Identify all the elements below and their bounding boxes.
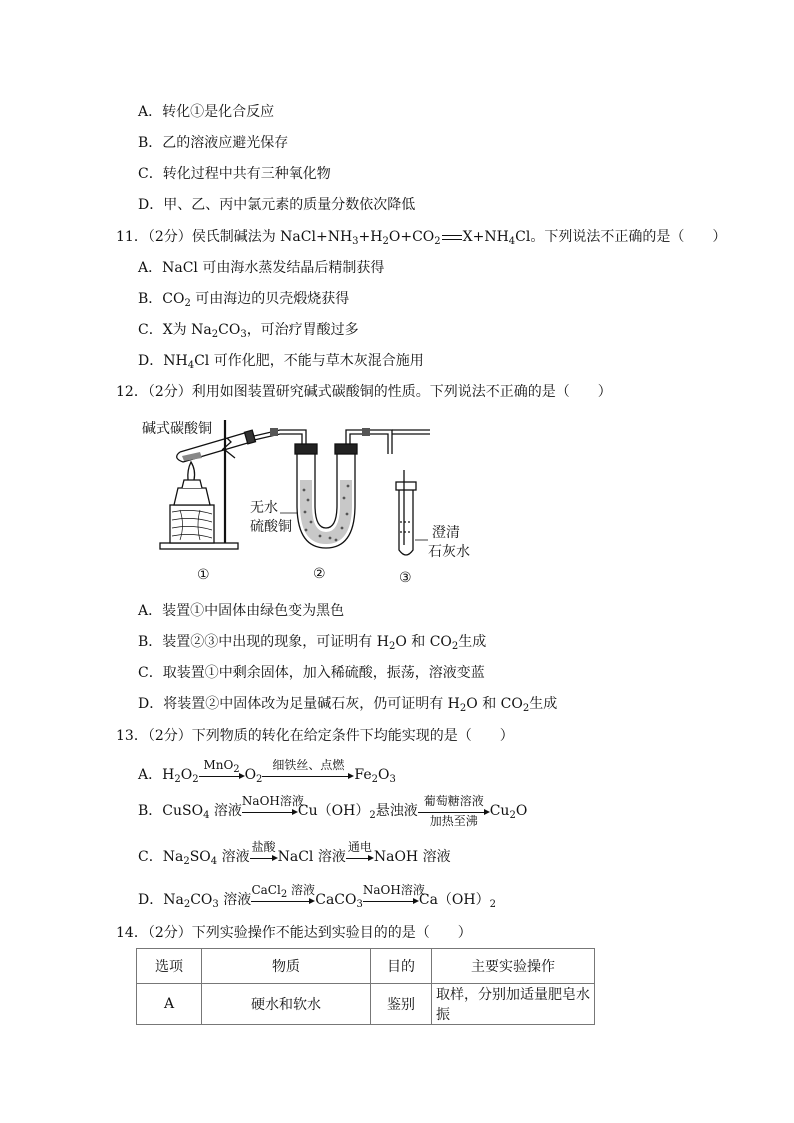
q13-option-d: D．$Na_2CO_3$ 溶液 CaCl$_2$ 溶液 CaCO$_3$ NaOH溶液 $Ca(OH)_2$ (138, 883, 496, 910)
q10-option-c: C．转化过程中共有三种氧化物 (138, 166, 331, 182)
table-header: 主要实验操作 (432, 949, 595, 984)
label-basic-copper-carbonate: 碱式碳酸铜 (142, 421, 212, 437)
q10-option-b: B．乙的溶液应避光保存 (138, 135, 289, 151)
q12-stem: 12．（2分）利用如图装置研究碱式碳酸铜的性质。下列说法不正确的是（ ） (116, 384, 612, 400)
q11-option-d: D．$NH_4Cl$ 可作化肥，不能与草木灰混合施用 (138, 353, 424, 371)
reaction-arrow-icon: CaCl$_2$ 溶液 (251, 890, 315, 910)
table-cell: 鉴别 (371, 984, 432, 1025)
label-apparatus-1: ① (197, 567, 210, 583)
q14-stem: 14．（2分）下列实验操作不能达到实验目的的是（ ） (116, 925, 472, 941)
label-limewater: 石灰水 (428, 544, 470, 560)
reaction-arrow-icon: 细铁丝、点燃 (262, 765, 354, 785)
reaction-arrow-icon: 通电 (346, 847, 374, 867)
test-tube-3-rim (396, 482, 416, 490)
reaction-arrow-icon: MnO$_2$ (199, 765, 245, 785)
table-cell: 取样，分别加适量肥皂水振 (432, 984, 595, 1025)
reaction-arrow-icon: 葡萄糖溶液 加热至沸 (418, 801, 490, 821)
anhydrous-copper-sulfate (300, 480, 352, 544)
q11-option-a: A．NaCl 可由海水蒸发结晶后精制获得 (138, 260, 385, 276)
u-tube-stopper-left (295, 444, 317, 454)
table-cell: A (137, 984, 202, 1025)
table-row (137, 984, 595, 1025)
label-clear: 澄清 (432, 525, 460, 541)
q10-option-d: D．甲、乙、丙中氯元素的质量分数依次降低 (138, 197, 416, 213)
flame-icon (188, 462, 195, 480)
q13-option-c: C．$Na_2SO_4$ 溶液 盐酸 NaCl 溶液 通电 NaOH 溶液 (138, 840, 451, 867)
stand-base (160, 543, 238, 549)
reaction-arrow-icon: NaOH溶液 (242, 801, 298, 821)
q11-stem: 11．（2分）侯氏制碱法为 $NaCl+NH_3+H_2O+CO_2$ $X+NH_4Cl$。下列说法不正确的是（ ） (116, 229, 727, 247)
table-header-row (137, 949, 595, 984)
table-header: 物质 (202, 949, 371, 984)
alcohol-lamp (174, 488, 210, 505)
table-cell: 硬水和软水 (202, 984, 371, 1025)
reaction-arrow-icon: NaOH溶液 (363, 890, 419, 910)
label-copper-sulfate: 硫酸铜 (250, 519, 292, 535)
q13-option-b: B．CuSO$_4$ 溶液 NaOH溶液 $Cu(OH)_2$悬浊液 葡萄糖溶液 加热至沸 $Cu_2O$ (138, 794, 528, 828)
q12-option-c: C．取装置①中剩余固体，加入稀硫酸，振荡，溶液变蓝 (138, 665, 485, 681)
q12-option-a: A．装置①中固体由绿色变为黑色 (138, 603, 345, 619)
label-apparatus-3: ③ (399, 570, 412, 586)
experiment-table (136, 948, 595, 1025)
q11-option-b: B．$CO_2$ 可由海边的贝壳煅烧获得 (138, 291, 350, 309)
label-apparatus-2: ② (313, 566, 326, 582)
q12-option-d: D．将装置②中固体改为足量碱石灰，仍可证明有 $H_2O$ 和 $CO_2$生成 (138, 696, 558, 714)
equals-sign-icon (441, 230, 463, 244)
reaction-arrow-icon: 盐酸 (250, 847, 278, 867)
table-header: 选项 (137, 949, 202, 984)
q10-option-a: A．转化①是化合反应 (138, 104, 275, 120)
q13-option-a: A．$H_2O_2$ MnO$_2$ $O_2$ 细铁丝、点燃 $Fe_2O_3$ (138, 758, 396, 785)
q11-option-c: C．X为 $Na_2CO_3$，可治疗胃酸过多 (138, 322, 359, 340)
table-header: 目的 (371, 949, 432, 984)
q13-stem: 13．（2分）下列物质的转化在给定条件下均能实现的是（ ） (116, 728, 514, 744)
u-tube-stopper-right (335, 444, 357, 454)
label-anhydrous: 无水 (250, 500, 278, 516)
q12-option-b: B．装置②③中出现的现象，可证明有 $H_2O$ 和 $CO_2$生成 (138, 634, 487, 652)
reagent-solid (182, 452, 202, 461)
